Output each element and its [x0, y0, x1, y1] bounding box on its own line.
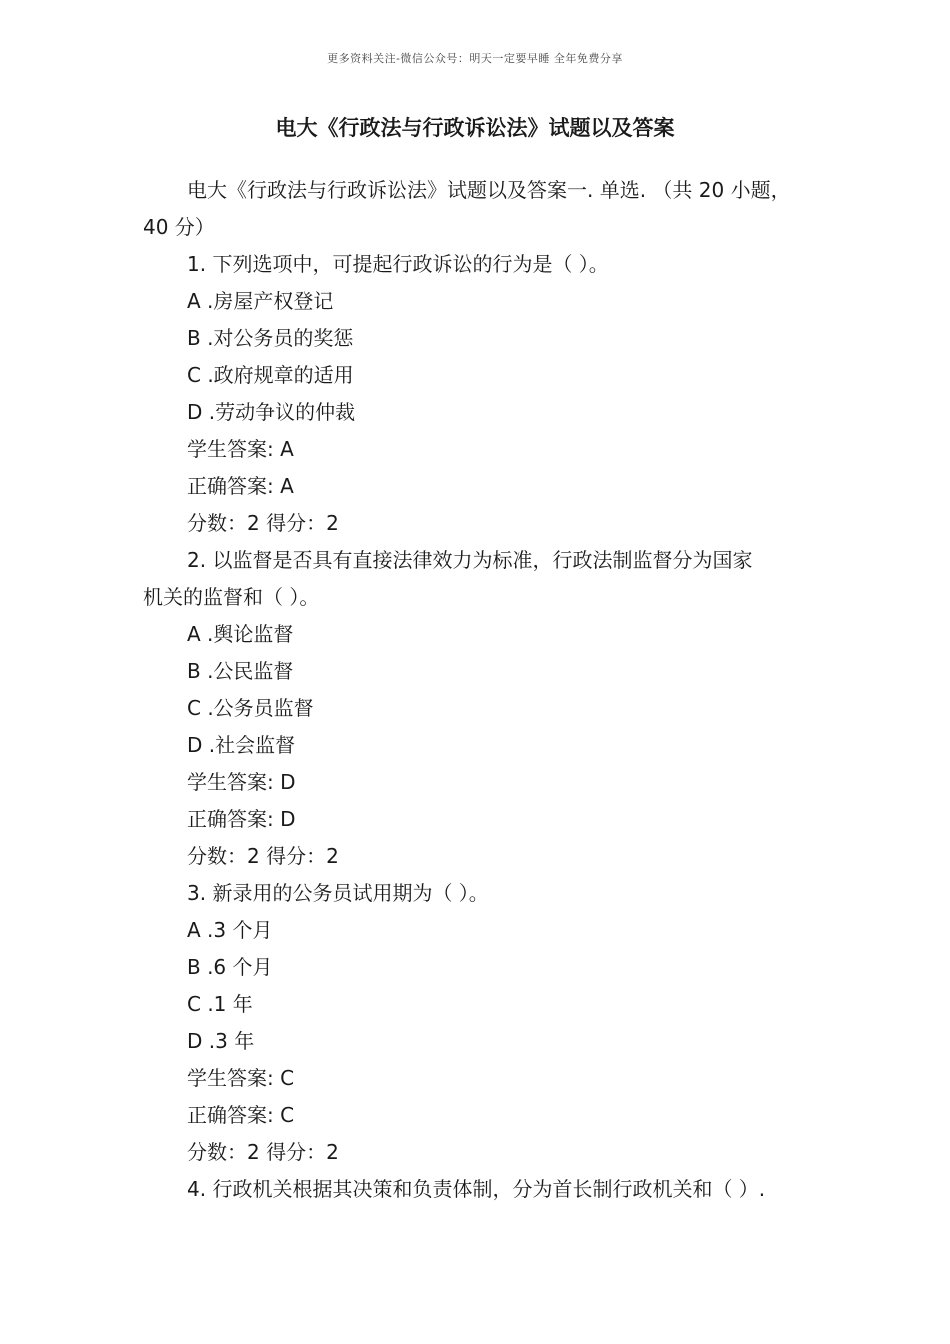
question-1-option-a: A .房屋产权登记 — [187, 289, 334, 313]
question-1-option-d: D .劳动争议的仲裁 — [187, 400, 356, 424]
question-2-option-d: D .社会监督 — [187, 733, 296, 757]
question-4-stem: 4. 行政机关根据其决策和负责体制，分为首长制行政机关和（ ）. — [187, 1177, 766, 1201]
question-2-correct-answer: 正确答案: D — [187, 807, 296, 831]
document-title: 电大《行政法与行政诉讼法》试题以及答案 — [275, 116, 675, 140]
question-1-option-c: C .政府规章的适用 — [187, 363, 354, 387]
intro-line: 电大《行政法与行政诉讼法》试题以及答案一. 单选. （共 20 小题， — [187, 178, 791, 202]
question-1-student-answer: 学生答案: A — [187, 437, 294, 461]
question-3-correct-answer: 正确答案: C — [187, 1103, 295, 1127]
question-1-score: 分数：2 得分：2 — [187, 511, 339, 535]
question-1-correct-answer: 正确答案: A — [187, 474, 294, 498]
question-3-option-d: D .3 年 — [187, 1029, 255, 1053]
question-3-stem: 3. 新录用的公务员试用期为（ ）。 — [187, 881, 489, 905]
question-3-score: 分数：2 得分：2 — [187, 1140, 339, 1164]
question-2-student-answer: 学生答案: D — [187, 770, 296, 794]
document-body — [143, 172, 833, 1208]
question-2-option-b: B .公民监督 — [187, 659, 294, 683]
question-3-option-a: A .3 个月 — [187, 918, 273, 942]
question-1-option-b: B .对公务员的奖惩 — [187, 326, 354, 350]
question-1-stem: 1. 下列选项中，可提起行政诉讼的行为是（ ）。 — [187, 252, 609, 276]
question-3-option-b: B .6 个月 — [187, 955, 273, 979]
question-2-stem-continued: 机关的监督和（ ）。 — [143, 585, 320, 609]
question-2-score: 分数：2 得分：2 — [187, 844, 339, 868]
question-2-stem: 2. 以监督是否具有直接法律效力为标准，行政法制监督分为国家 — [187, 548, 753, 572]
page-header-note: 更多资料关注-微信公众号：明天一定要早睡 全年免费分享 — [327, 52, 623, 65]
question-2-option-c: C .公务员监督 — [187, 696, 314, 720]
question-3-student-answer: 学生答案: C — [187, 1066, 295, 1090]
question-3-option-c: C .1 年 — [187, 992, 253, 1016]
question-2-option-a: A .舆论监督 — [187, 622, 294, 646]
intro-line-continued: 40 分） — [143, 215, 215, 239]
